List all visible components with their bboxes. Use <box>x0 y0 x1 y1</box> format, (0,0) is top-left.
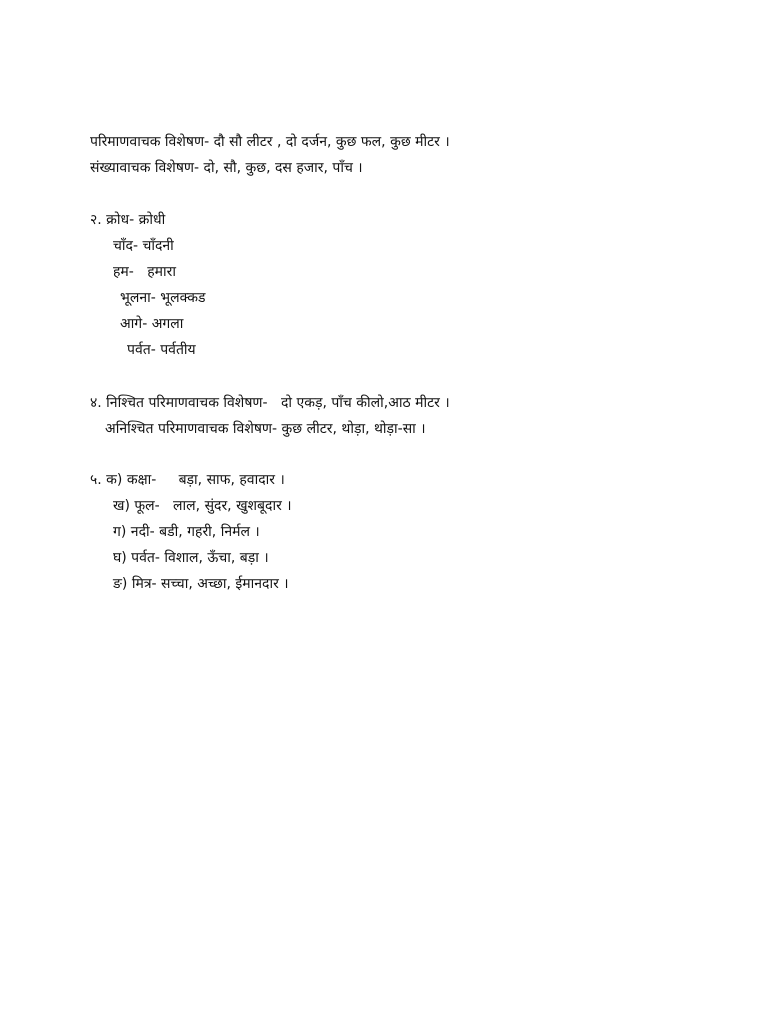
numeral-adjective-line: संख्यावाचक विशेषण- दो, सौ, कुछ, दस हजार, पाँच । <box>90 160 363 176</box>
quantitative-adjective-line: परिमाणवाचक विशेषण- दौ सौ लीटर , दो दर्जन, कुछ फल, कुछ मीटर । <box>90 134 450 150</box>
answer-5-line-3: ग) नदी- बडी, गहरी, निर्मल । <box>113 524 260 540</box>
answer-5-line-1: ५. क) कक्षा- बड़ा, साफ, हवादार । <box>90 472 285 488</box>
answer-4-line-2: अनिश्चित परिमाणवाचक विशेषण- कुछ लीटर, थोड़ा, थोड़ा-सा । <box>105 421 426 437</box>
answer-5-line-5: ङ) मित्र- सच्चा, अच्छा, ईमानदार । <box>113 576 289 592</box>
answer-2-line-3: हम- हमारा <box>113 264 176 280</box>
answer-2-line-2: चाँद- चाँदनी <box>113 238 174 254</box>
answer-2-line-6: पर्वत- पर्वतीय <box>127 342 196 358</box>
answer-2-line-4: भूलना- भूलक्कड <box>120 290 206 306</box>
answer-4-line-1: ४. निश्चित परिमाणवाचक विशेषण- दो एकड़, पाँच कीलो,आठ मीटर । <box>90 395 450 411</box>
answer-2-line-1: २. क्रोध- क्रोधी <box>90 212 166 228</box>
answer-5-line-4: घ) पर्वत- विशाल, ऊँचा, बड़ा । <box>113 550 269 566</box>
answer-2-line-5: आगे- अगला <box>120 316 184 332</box>
answer-5-line-2: ख) फूल- लाल, सुंदर, खुशबूदार । <box>113 498 292 514</box>
